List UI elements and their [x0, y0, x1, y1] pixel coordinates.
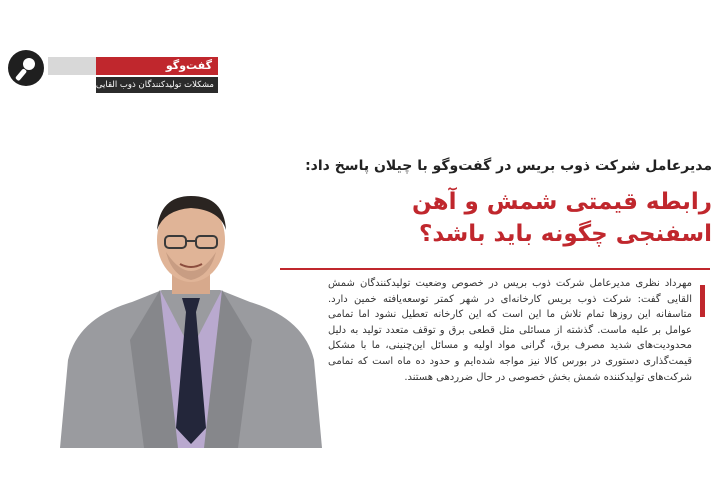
- accent-bar: [700, 285, 705, 317]
- portrait-photo: [60, 190, 322, 448]
- article-body: مهرداد نظری مدیرعامل شرکت ذوب بریس در خصوص وضعیت تولیدکنندگان شمش القایی گفت: شرکت ذوب بریس کارخانه‌ای در شهر کمتر توسعه‌یافته خمین دارد. متاسفانه این روزها تمام تلاش ما این است که این کارخانه تعطیل نشود اما تمامی عوامل بر علیه ماست. گذشته از مسائلی مثل قطعی برق و توقف متعدد تولید به دلیل محدودیت‌های شدید مصرف برق، گرانی مواد اولیه و مسائل این‌چنینی، ما با مشکل قیمت‌گذاری دستوری در بورس کالا نیز مواجه شده‌ایم و حدود ده ماه است که تمامی شرکت‌های تولیدکننده شمش بخش خصوصی در حال ضرردهی هستند.: [328, 278, 692, 383]
- article-supertitle: مدیرعامل شرکت ذوب بریس در گفت‌وگو با چیلان پاسخ داد:: [305, 158, 712, 174]
- tag-grey-bar: [48, 57, 96, 75]
- article-headline: رابطه قیمتی شمش و آهن اسفنجی چگونه باید باشد؟: [411, 189, 712, 247]
- microphone-icon: [8, 50, 44, 86]
- section-subtag: مشکلات تولیدکنندگان ذوب القایی: [96, 77, 218, 93]
- divider: [280, 268, 710, 270]
- section-tag: گفت‌وگو: [96, 57, 218, 75]
